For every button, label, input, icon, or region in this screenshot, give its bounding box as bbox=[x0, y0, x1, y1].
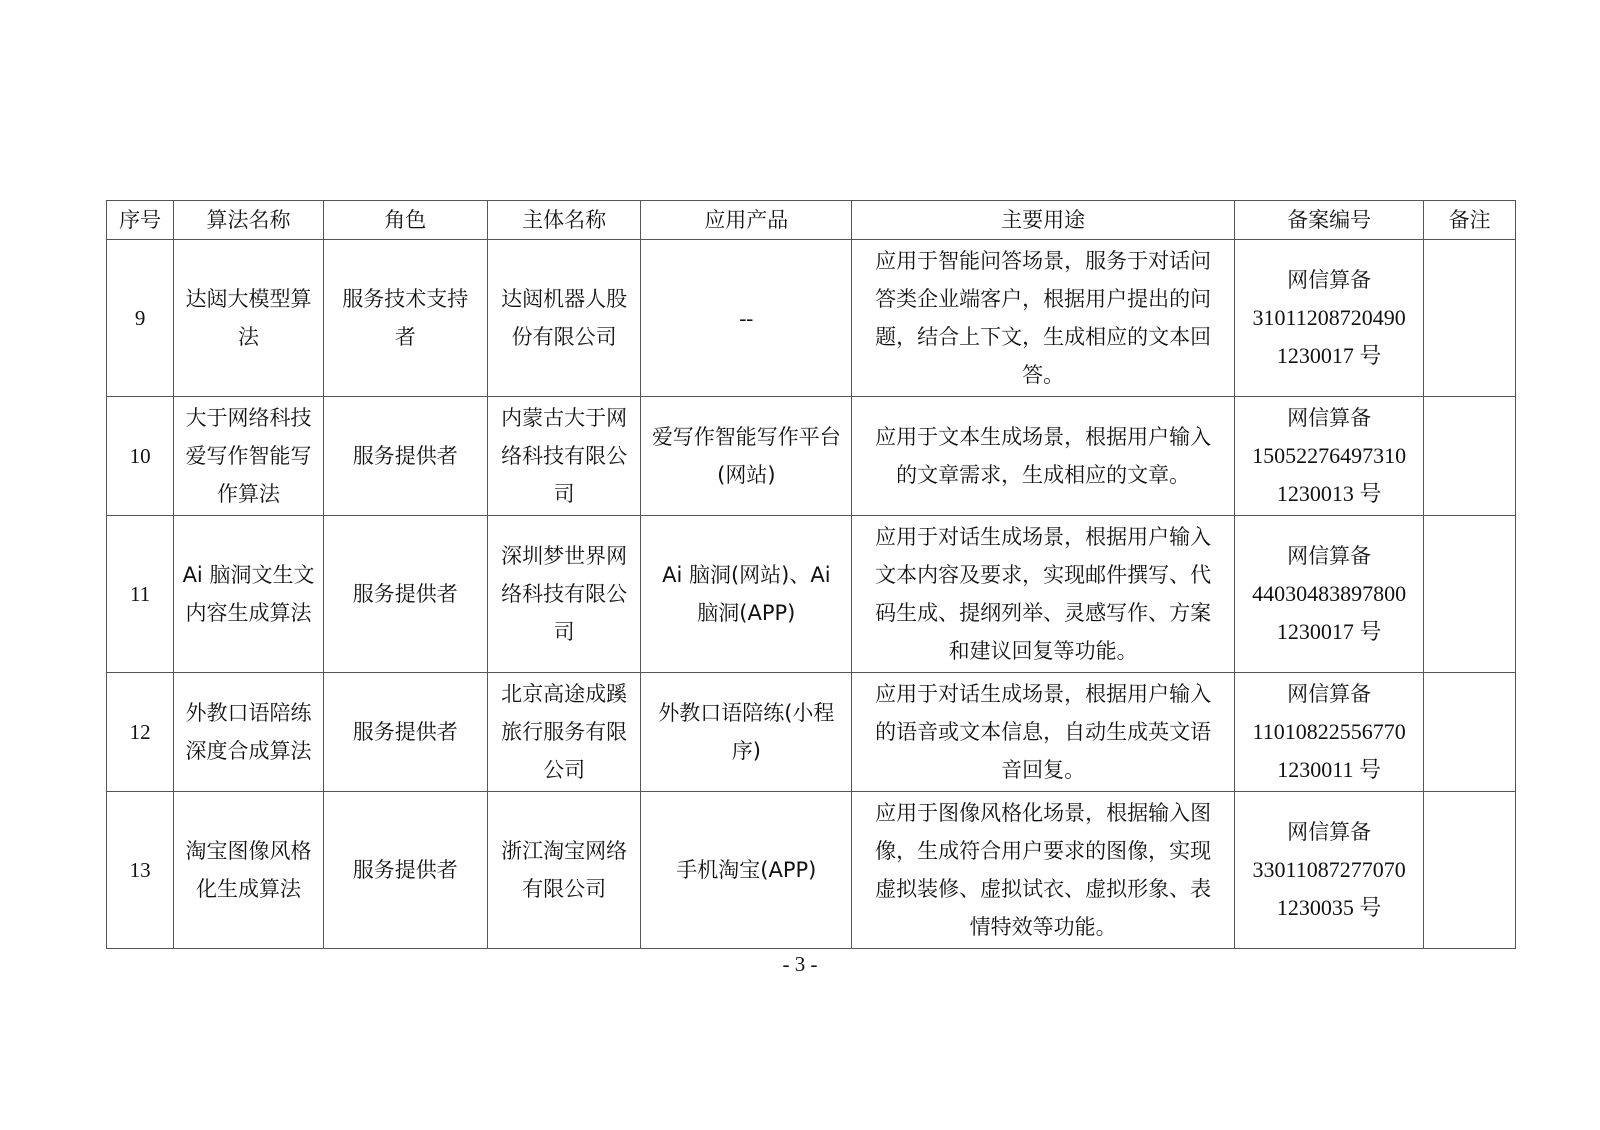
table-row bbox=[107, 516, 1516, 673]
row-usage: 应用于对话生成场景，根据用户输入的语音或文本信息，自动生成英文语音回复。 bbox=[852, 673, 1235, 792]
row-role: 服务提供者 bbox=[323, 397, 487, 516]
row-index: 12 bbox=[107, 673, 174, 792]
filing-code: 15052276497310 bbox=[1252, 443, 1407, 468]
row-remark bbox=[1424, 516, 1516, 673]
filing-suffix: 1230011 号 bbox=[1277, 757, 1381, 782]
filing-prefix: 网信算备 bbox=[1287, 820, 1372, 844]
filing-prefix: 网信算备 bbox=[1287, 682, 1372, 706]
header-filing-number: 备案编号 bbox=[1234, 201, 1423, 240]
row-algorithm-name: 大于网络科技爱写作智能写作算法 bbox=[174, 397, 324, 516]
header-role: 角色 bbox=[323, 201, 487, 240]
filing-code: 11010822556770 bbox=[1252, 719, 1406, 744]
row-remark bbox=[1424, 792, 1516, 949]
filing-suffix: 1230013 号 bbox=[1276, 481, 1382, 506]
row-product: 外教口语陪练(小程序) bbox=[641, 673, 852, 792]
page-number: - 3 - bbox=[782, 952, 818, 976]
filing-prefix: 网信算备 bbox=[1287, 406, 1372, 430]
row-usage: 应用于文本生成场景，根据用户输入的文章需求，生成相应的文章。 bbox=[852, 397, 1235, 516]
row-remark bbox=[1424, 673, 1516, 792]
row-role: 服务提供者 bbox=[323, 792, 487, 949]
row-filing-number bbox=[1234, 397, 1423, 516]
filing-suffix: 1230017 号 bbox=[1276, 343, 1382, 368]
row-usage: 应用于对话生成场景，根据用户输入文本内容及要求，实现邮件撰写、代码生成、提纲列举、灵感写作、方案和建议回复等功能。 bbox=[852, 516, 1235, 673]
table-body bbox=[107, 240, 1516, 949]
row-product: 爱写作智能写作平台(网站) bbox=[641, 397, 852, 516]
row-filing-number bbox=[1234, 240, 1423, 397]
row-index: 10 bbox=[107, 397, 174, 516]
filing-suffix: 1230017 号 bbox=[1276, 619, 1382, 644]
row-role: 服务提供者 bbox=[323, 516, 487, 673]
header-row bbox=[107, 201, 1516, 240]
row-index: 9 bbox=[107, 240, 174, 397]
row-entity-name: 北京高途成蹊旅行服务有限公司 bbox=[487, 673, 641, 792]
row-remark bbox=[1424, 397, 1516, 516]
header-index: 序号 bbox=[107, 201, 174, 240]
row-remark bbox=[1424, 240, 1516, 397]
row-product: -- bbox=[641, 240, 852, 397]
row-product: Ai 脑洞(网站)、Ai 脑洞(APP) bbox=[641, 516, 852, 673]
filing-code: 31011208720490 bbox=[1252, 305, 1406, 330]
table-row bbox=[107, 240, 1516, 397]
row-index: 13 bbox=[107, 792, 174, 949]
row-algorithm-name: 外教口语陪练深度合成算法 bbox=[174, 673, 324, 792]
table-row bbox=[107, 792, 1516, 949]
filing-prefix: 网信算备 bbox=[1287, 544, 1372, 568]
row-usage: 应用于智能问答场景，服务于对话问答类企业端客户，根据用户提出的问题，结合上下文，生成相应的文本回答。 bbox=[852, 240, 1235, 397]
row-role: 服务提供者 bbox=[323, 673, 487, 792]
filing-code: 33011087277070 bbox=[1252, 857, 1406, 882]
filing-suffix: 1230035 号 bbox=[1276, 895, 1382, 920]
header-usage: 主要用途 bbox=[852, 201, 1235, 240]
header-remark: 备注 bbox=[1424, 201, 1516, 240]
row-algorithm-name: Ai 脑洞文生文内容生成算法 bbox=[174, 516, 324, 673]
row-entity-name: 达闼机器人股份有限公司 bbox=[487, 240, 641, 397]
header-entity-name: 主体名称 bbox=[487, 201, 641, 240]
filing-prefix: 网信算备 bbox=[1287, 268, 1372, 292]
row-product: 手机淘宝(APP) bbox=[641, 792, 852, 949]
row-entity-name: 深圳梦世界网络科技有限公司 bbox=[487, 516, 641, 673]
row-usage: 应用于图像风格化场景，根据输入图像，生成符合用户要求的图像，实现虚拟装修、虚拟试衣、虚拟形象、表情特效等功能。 bbox=[852, 792, 1235, 949]
row-algorithm-name: 达闼大模型算法 bbox=[174, 240, 324, 397]
filing-code: 44030483897800 bbox=[1252, 581, 1407, 606]
row-role: 服务技术支持者 bbox=[323, 240, 487, 397]
row-index: 11 bbox=[107, 516, 174, 673]
table-row bbox=[107, 673, 1516, 792]
table-row bbox=[107, 397, 1516, 516]
header-algorithm-name: 算法名称 bbox=[174, 201, 324, 240]
row-filing-number bbox=[1234, 792, 1423, 949]
table-header bbox=[107, 201, 1516, 240]
row-entity-name: 浙江淘宝网络有限公司 bbox=[487, 792, 641, 949]
algorithm-registry-table bbox=[106, 200, 1516, 949]
row-entity-name: 内蒙古大于网络科技有限公司 bbox=[487, 397, 641, 516]
row-filing-number bbox=[1234, 673, 1423, 792]
row-algorithm-name: 淘宝图像风格化生成算法 bbox=[174, 792, 324, 949]
row-filing-number bbox=[1234, 516, 1423, 673]
header-product: 应用产品 bbox=[641, 201, 852, 240]
